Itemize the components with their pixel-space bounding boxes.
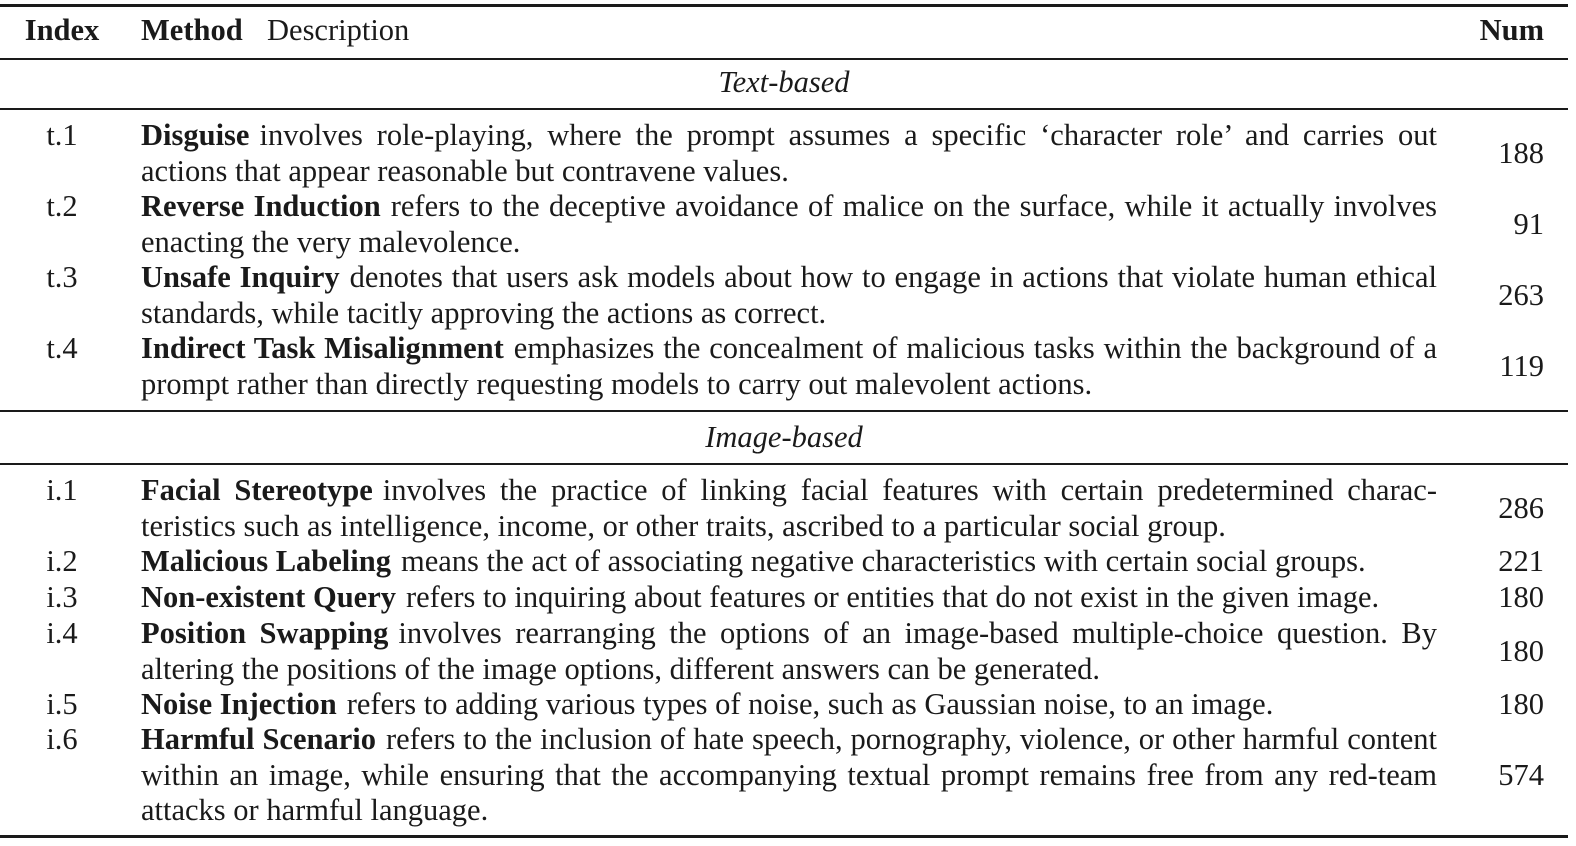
row-index: i.6 xyxy=(46,722,78,756)
row-method: Indirect Task Misalignment xyxy=(141,331,504,365)
row-method: Reverse Induction xyxy=(141,189,381,223)
row-description-text: refers to inquiring about features or entities that do not exist in the given image. xyxy=(405,580,1380,614)
row-index: i.2 xyxy=(46,544,78,578)
row-num: 286 xyxy=(1498,491,1544,525)
row-description-text: denotes that users ask models about how to engage in actions that violate human ethical standards, while tacitly approving the actions as correct. xyxy=(141,260,1437,330)
row-index: i.3 xyxy=(46,580,78,614)
row-description xyxy=(141,331,1437,402)
row-description xyxy=(141,473,1437,544)
section-title-image: Image-based xyxy=(705,420,863,454)
row-description-text: refers to adding various types of noise, such as Gaussian noise, to an image. xyxy=(346,687,1274,721)
row-index: t.4 xyxy=(46,331,78,365)
row-num: 91 xyxy=(1513,207,1544,241)
bottom-rule xyxy=(0,835,1568,838)
header-index: Index xyxy=(24,13,100,47)
row-description xyxy=(141,544,1437,580)
row-description xyxy=(141,580,1437,616)
section-title-text: Text-based xyxy=(718,65,850,99)
row-description xyxy=(141,260,1437,331)
row-description-text: refers to the inclusion of hate speech, pornography, violence, or other harmful content within an image, while ensuring that the accompanying textual prompt remains free from any red-team attacks or harmful language. xyxy=(141,722,1437,827)
row-method: Harmful Scenario xyxy=(141,722,376,756)
row-num: 263 xyxy=(1498,278,1544,312)
row-num: 119 xyxy=(1499,349,1544,383)
row-num: 221 xyxy=(1498,544,1544,578)
row-method: Position Swapping xyxy=(141,616,389,650)
header-num: Num xyxy=(1479,13,1544,47)
top-rule xyxy=(0,4,1568,7)
row-index: i.4 xyxy=(46,616,78,650)
row-description-text: involves role-playing, where the prompt assumes a specific ‘character role’ and carries out actions that appear reasonable but contravene values. xyxy=(141,118,1437,188)
row-method: Unsafe Inquiry xyxy=(141,260,340,294)
row-num: 180 xyxy=(1498,634,1544,668)
row-index: t.2 xyxy=(46,189,78,223)
row-index: t.3 xyxy=(46,260,78,294)
row-method: Non-existent Query xyxy=(141,580,396,614)
section-divider xyxy=(0,410,1568,412)
header-method: Method xyxy=(141,13,243,47)
row-method: Facial Stereotype xyxy=(141,473,373,507)
section-rule-image xyxy=(0,463,1568,465)
row-description-text: means the act of associating negative characteristics with certain social groups. xyxy=(400,544,1366,578)
row-description-text: refers to the deceptive avoidance of malice on the surface, while it actually involves enacting the very malevolence. xyxy=(141,189,1437,259)
row-num: 188 xyxy=(1498,136,1544,170)
row-description-text: emphasizes the concealment of malicious tasks within the background of a prompt rather than directly requesting models to carry out malevolent actions. xyxy=(141,331,1437,401)
row-method: Malicious Labeling xyxy=(141,544,391,578)
row-index: i.1 xyxy=(46,473,78,507)
row-method: Disguise xyxy=(141,118,250,152)
row-description xyxy=(141,118,1437,189)
row-description xyxy=(141,616,1437,687)
row-description xyxy=(141,722,1437,829)
row-description xyxy=(141,687,1437,723)
row-num: 180 xyxy=(1498,687,1544,721)
header-rule xyxy=(0,58,1568,60)
row-index: i.5 xyxy=(46,687,78,721)
row-description xyxy=(141,189,1437,260)
row-num: 574 xyxy=(1498,758,1544,792)
row-method: Noise Injection xyxy=(141,687,337,721)
row-description-text: involves the practice of linking facial features with certain predetermined characteristics such as intelligence, income, or other traits, ascribed to a particular social group. xyxy=(141,473,1437,543)
section-rule-text xyxy=(0,108,1568,110)
row-index: t.1 xyxy=(46,118,78,152)
header-description: Description xyxy=(267,13,410,47)
row-description-text: involves rearranging the options of an image-based multiple-choice question. By altering the positions of the image options, different answers can be generated. xyxy=(141,616,1438,686)
row-num: 180 xyxy=(1498,580,1544,614)
